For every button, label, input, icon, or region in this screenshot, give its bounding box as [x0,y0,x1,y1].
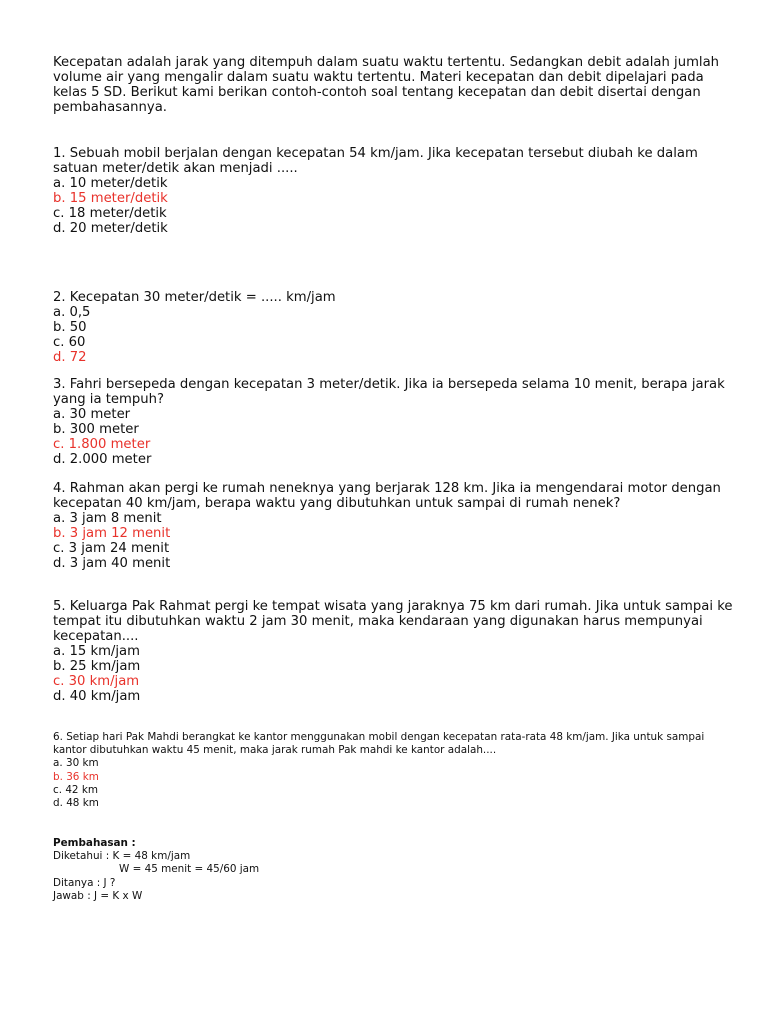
option-a: a. 30 km [53,757,99,770]
question-text: 6. Setiap hari Pak Mahdi berangkat ke kantor menggunakan mobil dengan kecepatan rata-rata 48 km/jam. Jika untuk sampai kantor dibutuhkan waktu 45 menit, maka jarak rumah Pak mahdi ke kantor adalah.... [53,731,705,757]
question-5 [53,599,733,704]
option-b-correct: b. 36 km [53,770,99,783]
option-c: c. 3 jam 24 menit [53,541,170,556]
option-a: a. 10 meter/detik [53,176,168,191]
option-a: a. 0,5 [53,305,91,320]
option-d: d. 40 km/jam [53,689,141,704]
solution-heading: Pembahasan : [53,837,136,849]
solution-line-answer: Jawab : J = K x W [53,889,143,902]
question-1 [53,146,733,236]
solution-line-time: W = 45 menit = 45/60 jam [119,863,260,876]
solution-section [53,837,733,903]
question-4 [53,481,733,571]
option-d: d. 20 meter/detik [53,221,168,236]
question-text: 2. Kecepatan 30 meter/detik = ..... km/jam [53,290,336,305]
option-b: b. 300 meter [53,422,139,437]
option-c: c. 60 [53,335,86,350]
option-d: d. 48 km [53,797,99,810]
question-2 [53,290,733,365]
question-3 [53,377,733,467]
option-b-correct: b. 15 meter/detik [53,191,168,206]
option-b: b. 25 km/jam [53,659,141,674]
option-c-correct: c. 30 km/jam [53,674,140,689]
option-a: a. 15 km/jam [53,644,140,659]
solution-line-asked: Ditanya : J ? [53,876,116,889]
question-6 [53,731,733,810]
question-text: 3. Fahri bersepeda dengan kecepatan 3 meter/detik. Jika ia bersepeda selama 10 menit, berapa jarak yang ia tempuh? [53,377,725,407]
solution-line-given: Diketahui : K = 48 km/jam [53,850,191,863]
option-b: b. 50 [53,320,87,335]
option-a: a. 3 jam 8 menit [53,511,162,526]
option-b-correct: b. 3 jam 12 menit [53,526,171,541]
question-text: 1. Sebuah mobil berjalan dengan kecepatan 54 km/jam. Jika kecepatan tersebut diubah ke dalam satuan meter/detik akan menjadi ..... [53,146,698,176]
option-c: c. 18 meter/detik [53,206,167,221]
option-a: a. 30 meter [53,407,131,422]
question-text: 4. Rahman akan pergi ke rumah neneknya yang berjarak 128 km. Jika ia mengendarai motor dengan kecepatan 40 km/jam, berapa waktu yang dibutuhkan untuk sampai di rumah nenek? [53,481,721,511]
option-d-correct: d. 72 [53,350,87,365]
question-text: 5. Keluarga Pak Rahmat pergi ke tempat wisata yang jaraknya 75 km dari rumah. Jika untuk sampai ke tempat itu dibutuhkan waktu 2 jam 30 menit, maka kendaraan yang digunakan harus mempunyai kecepatan.... [53,599,733,644]
option-c: c. 42 km [53,783,98,796]
option-d: d. 2.000 meter [53,452,152,467]
option-d: d. 3 jam 40 menit [53,556,171,571]
option-c-correct: c. 1.800 meter [53,437,151,452]
intro-paragraph: Kecepatan adalah jarak yang ditempuh dalam suatu waktu tertentu. Sedangkan debit adalah jumlah volume air yang mengalir dalam suatu waktu tertentu. Materi kecepatan dan debit dipelajari pada kelas 5 SD. Berikut kami berikan contoh-contoh soal tentang kecepatan dan debit disertai dengan pembahasannya. [53,55,720,115]
